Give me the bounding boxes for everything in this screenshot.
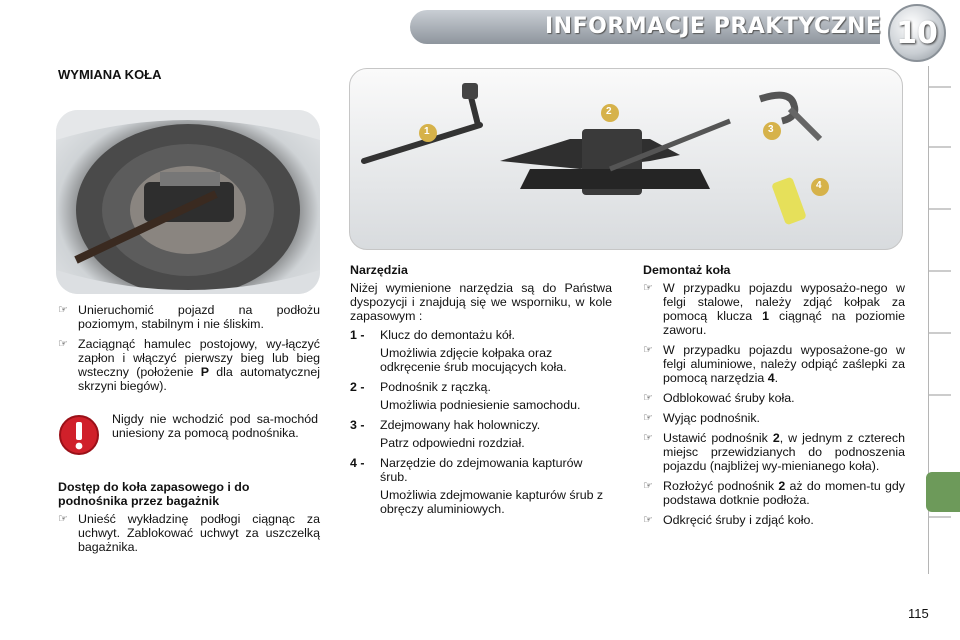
removal-step	[643, 411, 905, 425]
bullet-icon: ☞	[58, 338, 68, 350]
chapter-tab-active[interactable]	[926, 472, 960, 512]
bullet-icon: ☞	[58, 304, 68, 316]
tools-heading: Narzędzia	[350, 263, 408, 277]
removal-step	[643, 431, 905, 473]
access-heading-line: podnośnika przez bagażnik	[58, 494, 220, 508]
tool-item-desc: Patrz odpowiedni rozdział.	[380, 436, 525, 450]
step-text: aż do momen-tu gdy podstawa dotknie podłoża.	[663, 479, 905, 507]
tab-divider	[929, 394, 951, 396]
tab-divider	[929, 270, 951, 272]
tool-item	[350, 418, 612, 450]
bullet-icon: ☞	[643, 412, 653, 424]
tab-divider	[929, 516, 951, 518]
bullet-text: dla automatycznej skrzyni biegów).	[78, 365, 320, 393]
removal-step	[643, 513, 905, 527]
tool-item-desc: Umożliwia zdejmowanie kapturów śrub z obręczy aluminiowych.	[380, 488, 604, 516]
bullet-text: Unieść wykładzinę podłogi ciągnąc za uchwyt. Zablokować uchwyt za uszczelką bagażnika.	[78, 512, 320, 554]
chapter-number-badge: 10	[888, 4, 946, 62]
step-text: W przypadku pojazdu wyposażone-go w felgi aluminiowe, należy odpiąć zaślepki za pomocą narzędzia	[663, 343, 905, 385]
step-text: Wyjąc podnośnik.	[663, 411, 760, 425]
access-heading-line: Dostęp do koła zapasowego i do	[58, 480, 250, 494]
tool-item-number: 2 -	[350, 380, 365, 394]
tool-item-name: Podnośnik z rączką.	[380, 380, 491, 394]
bullet-text: Unieruchomić pojazd na podłożu poziomym, stabilnym i nie śliskim.	[78, 303, 320, 331]
tools-intro: Niżej wymienione narzędzia są do Państwa dyspozycji i znajdują się we wsporniku, w kole zapasowym :	[350, 281, 612, 323]
step-text: .	[774, 371, 779, 385]
warning-text: Nigdy nie wchodzić pod sa-mochód uniesiony za pomocą podnośnika.	[112, 412, 318, 440]
left-column	[58, 303, 320, 393]
bullet-icon: ☞	[643, 344, 653, 356]
warning-icon	[58, 414, 100, 456]
gear-position-p: P	[200, 365, 209, 379]
step-text: ciągnąć na poziomie zaworu.	[663, 309, 905, 337]
tool-label-4: 4	[816, 180, 822, 191]
tool-item	[350, 380, 612, 412]
bullet-icon: ☞	[643, 480, 653, 492]
bullet-icon: ☞	[58, 513, 68, 525]
tool-item	[350, 328, 612, 374]
section-title: WYMIANA KOŁA	[58, 67, 162, 82]
tab-divider	[929, 208, 951, 210]
step-text: Rozłożyć podnośnik	[663, 479, 779, 493]
tool-item-number: 3 -	[350, 418, 365, 432]
tools-photo	[349, 68, 903, 250]
tab-divider	[929, 86, 951, 88]
tool-label-2: 2	[606, 106, 612, 117]
removal-step	[643, 343, 905, 385]
bullet-icon: ☞	[643, 282, 653, 294]
step-ref: 4	[767, 371, 775, 385]
tool-item-name: Narzędzie do zdejmowania kapturów śrub.	[380, 456, 583, 484]
page-header-title: INFORMACJE PRAKTYCZNE	[545, 14, 882, 39]
step-ref: 2	[778, 479, 786, 493]
tool-label-1: 1	[424, 126, 430, 137]
tool-label-3: 3	[768, 124, 774, 135]
removal-heading: Demontaż koła	[643, 263, 731, 277]
tool-item-name: Klucz do demontażu kół.	[380, 328, 515, 342]
removal-step	[643, 479, 905, 507]
tool-item-desc: Umożliwia podniesienie samochodu.	[380, 398, 581, 412]
bullet-text: Zaciągnąć hamulec postojowy, wy-łączyć zapłon i włączyć pierwszy bieg lub bieg wsteczny (położenie	[78, 337, 320, 379]
bullet-icon: ☞	[643, 432, 653, 444]
removal-step	[643, 391, 905, 405]
tool-item-desc: Umożliwia zdjęcie kołpaka oraz odkręcenie śrub mocujących koła.	[380, 346, 567, 374]
page-number: 115	[908, 606, 929, 621]
tab-divider	[929, 146, 951, 148]
step-text: Ustawić podnośnik	[663, 431, 773, 445]
access-bullet	[58, 512, 320, 554]
step-ref: 2	[772, 431, 780, 445]
tool-item-name: Zdejmowany hak holowniczy.	[380, 418, 541, 432]
bullet-icon: ☞	[643, 392, 653, 404]
step-ref: 1	[762, 309, 770, 323]
removal-step	[643, 281, 905, 337]
tool-item-number: 4 -	[350, 456, 365, 470]
tab-divider	[929, 332, 951, 334]
access-heading	[58, 480, 320, 508]
tool-item	[350, 456, 612, 516]
step-text: Odkręcić śruby i zdjąć koło.	[663, 513, 814, 527]
step-text: , w jednym z czterech miejsc przewidzianych do podnoszenia pojazdu (najbliżej wy-mienianego koła).	[663, 431, 905, 473]
middle-column	[350, 263, 612, 516]
step-text: W przypadku pojazdu wyposażo-nego w felgi stalowe, należy zdjąć kołpak za pomocą klucza	[663, 281, 905, 323]
right-column	[643, 263, 905, 527]
tool-item-number: 1 -	[350, 328, 365, 342]
step-text: Odblokować śruby koła.	[663, 391, 795, 405]
bullet-icon: ☞	[643, 514, 653, 526]
spare-wheel-photo	[56, 110, 320, 294]
